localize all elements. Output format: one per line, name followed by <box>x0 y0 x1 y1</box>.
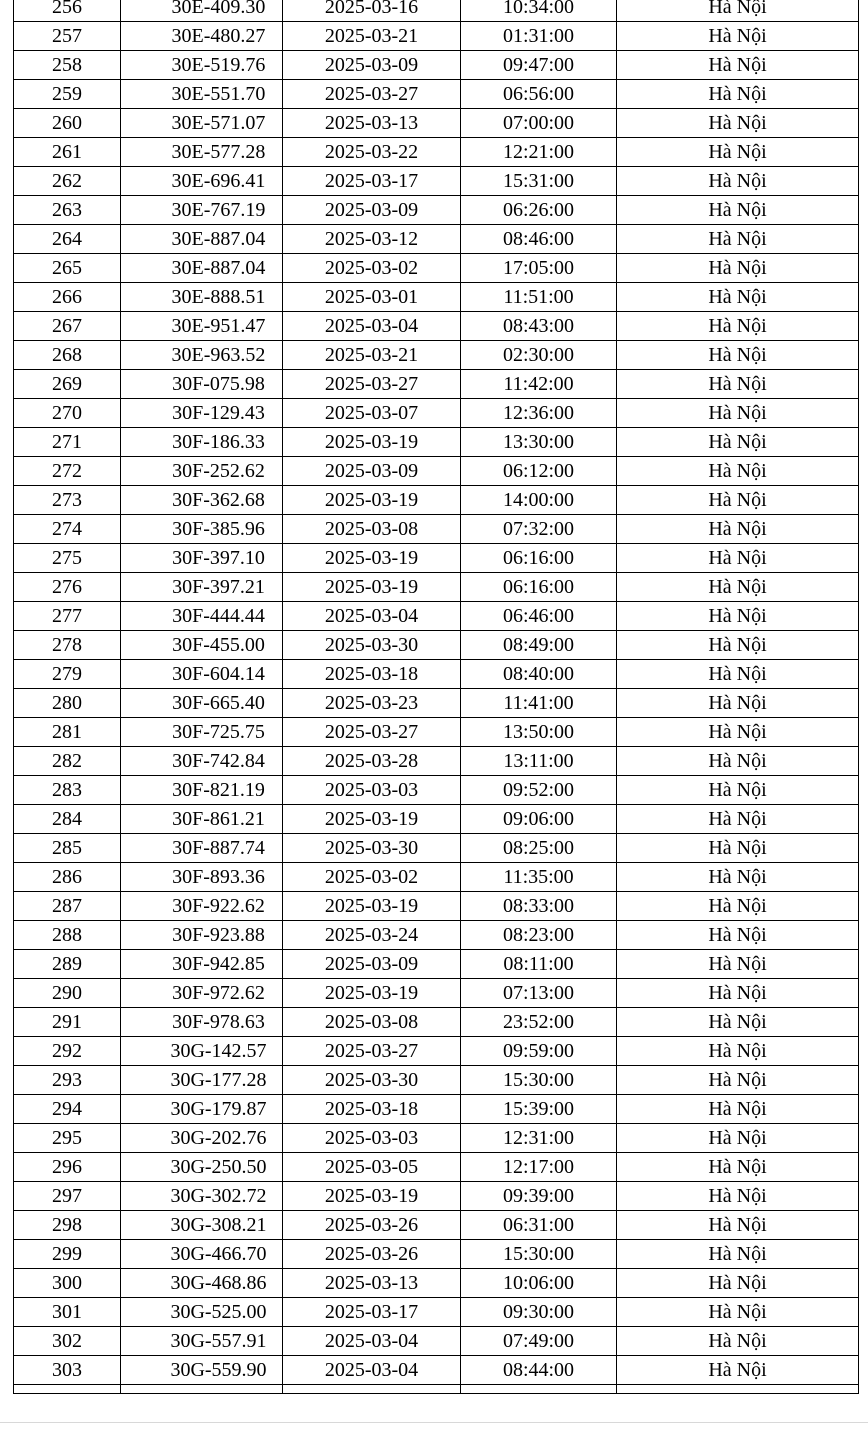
time-cell: 23:52:00 <box>461 1008 617 1037</box>
location-cell: Hà Nội <box>617 312 859 341</box>
date-cell: 2025-03-13 <box>283 109 461 138</box>
time-cell: 08:44:00 <box>461 1356 617 1385</box>
table-row <box>14 1269 859 1298</box>
location-cell: Hà Nội <box>617 1008 859 1037</box>
location-cell: Hà Nội <box>617 0 859 22</box>
row-number-cell: 282 <box>14 747 121 776</box>
plate-cell: 30G-302.72 <box>121 1182 283 1211</box>
location-cell: Hà Nội <box>617 138 859 167</box>
date-cell: 2025-03-18 <box>283 660 461 689</box>
plate-cell: 30F-397.21 <box>121 573 283 602</box>
plate-cell: 30G-559.90 <box>121 1356 283 1385</box>
date-cell: 2025-03-19 <box>283 892 461 921</box>
date-cell: 2025-03-09 <box>283 196 461 225</box>
plate-cell: 30G-557.91 <box>121 1327 283 1356</box>
table-row <box>14 167 859 196</box>
table-row <box>14 573 859 602</box>
date-cell: 2025-03-19 <box>283 1182 461 1211</box>
location-cell: Hà Nội <box>617 457 859 486</box>
date-cell: 2025-03-05 <box>283 1153 461 1182</box>
time-cell: 06:46:00 <box>461 602 617 631</box>
time-cell: 06:31:00 <box>461 1211 617 1240</box>
plate-cell: 30F-742.84 <box>121 747 283 776</box>
location-cell: Hà Nội <box>617 892 859 921</box>
time-cell: 12:31:00 <box>461 1124 617 1153</box>
date-cell: 2025-03-12 <box>283 225 461 254</box>
location-cell: Hà Nội <box>617 660 859 689</box>
row-number-cell: 286 <box>14 863 121 892</box>
plate-cell: 30G-525.00 <box>121 1298 283 1327</box>
location-cell: Hà Nội <box>617 689 859 718</box>
plate-cell: 30E-696.41 <box>121 167 283 196</box>
time-cell: 12:21:00 <box>461 138 617 167</box>
table-row <box>14 80 859 109</box>
row-number-cell: 262 <box>14 167 121 196</box>
row-number-cell: 264 <box>14 225 121 254</box>
row-number-cell: 267 <box>14 312 121 341</box>
table-row <box>14 631 859 660</box>
row-number-cell: 285 <box>14 834 121 863</box>
time-cell: 12:36:00 <box>461 399 617 428</box>
location-cell: Hà Nội <box>617 1327 859 1356</box>
table-row <box>14 1356 859 1385</box>
time-cell: 14:00:00 <box>461 486 617 515</box>
time-cell: 11:41:00 <box>461 689 617 718</box>
time-cell: 08:40:00 <box>461 660 617 689</box>
table-row <box>14 109 859 138</box>
time-cell: 06:12:00 <box>461 457 617 486</box>
plate-cell: 30F-397.10 <box>121 544 283 573</box>
table-row <box>14 1211 859 1240</box>
plate-cell: 30F-665.40 <box>121 689 283 718</box>
plate-cell: 30G-308.21 <box>121 1211 283 1240</box>
row-number-cell: 278 <box>14 631 121 660</box>
row-number-cell: 287 <box>14 892 121 921</box>
date-cell: 2025-03-02 <box>283 863 461 892</box>
location-cell: Hà Nội <box>617 718 859 747</box>
location-cell: Hà Nội <box>617 225 859 254</box>
location-cell: Hà Nội <box>617 1066 859 1095</box>
row-number-cell: 281 <box>14 718 121 747</box>
table-row <box>14 1240 859 1269</box>
date-cell: 2025-03-27 <box>283 80 461 109</box>
date-cell: 2025-03-21 <box>283 22 461 51</box>
location-cell <box>617 1385 859 1394</box>
plate-cell: 30E-551.70 <box>121 80 283 109</box>
plate-cell: 30E-571.07 <box>121 109 283 138</box>
date-cell: 2025-03-04 <box>283 602 461 631</box>
location-cell: Hà Nội <box>617 1153 859 1182</box>
location-cell: Hà Nội <box>617 51 859 80</box>
row-number-cell: 302 <box>14 1327 121 1356</box>
date-cell: 2025-03-24 <box>283 921 461 950</box>
table-row <box>14 921 859 950</box>
time-cell: 01:31:00 <box>461 22 617 51</box>
row-number-cell: 259 <box>14 80 121 109</box>
table-row <box>14 805 859 834</box>
location-cell: Hà Nội <box>617 544 859 573</box>
plate-cell: 30F-186.33 <box>121 428 283 457</box>
date-cell <box>283 1385 461 1394</box>
plate-cell: 30F-444.44 <box>121 602 283 631</box>
location-cell: Hà Nội <box>617 1356 859 1385</box>
time-cell: 06:56:00 <box>461 80 617 109</box>
date-cell: 2025-03-18 <box>283 1095 461 1124</box>
time-cell: 08:11:00 <box>461 950 617 979</box>
row-number-cell: 257 <box>14 22 121 51</box>
time-cell: 15:39:00 <box>461 1095 617 1124</box>
date-cell: 2025-03-19 <box>283 428 461 457</box>
time-cell: 08:33:00 <box>461 892 617 921</box>
row-number-cell: 276 <box>14 573 121 602</box>
location-cell: Hà Nội <box>617 283 859 312</box>
plate-cell: 30F-942.85 <box>121 950 283 979</box>
date-cell: 2025-03-19 <box>283 486 461 515</box>
plate-cell: 30E-519.76 <box>121 51 283 80</box>
table-row <box>14 979 859 1008</box>
row-number-cell: 290 <box>14 979 121 1008</box>
date-cell: 2025-03-30 <box>283 834 461 863</box>
date-cell: 2025-03-16 <box>283 0 461 22</box>
time-cell: 08:23:00 <box>461 921 617 950</box>
table-row <box>14 544 859 573</box>
row-number-cell: 300 <box>14 1269 121 1298</box>
time-cell: 15:31:00 <box>461 167 617 196</box>
table-row <box>14 834 859 863</box>
location-cell: Hà Nội <box>617 863 859 892</box>
table-row <box>14 486 859 515</box>
row-number-cell: 297 <box>14 1182 121 1211</box>
time-cell: 09:06:00 <box>461 805 617 834</box>
table-row <box>14 370 859 399</box>
date-cell: 2025-03-30 <box>283 631 461 660</box>
table-row <box>14 341 859 370</box>
time-cell: 13:30:00 <box>461 428 617 457</box>
location-cell: Hà Nội <box>617 1211 859 1240</box>
plate-cell: 30F-972.62 <box>121 979 283 1008</box>
row-number-cell: 274 <box>14 515 121 544</box>
plate-cell: 30F-893.36 <box>121 863 283 892</box>
location-cell: Hà Nội <box>617 1240 859 1269</box>
table-row <box>14 225 859 254</box>
location-cell: Hà Nội <box>617 167 859 196</box>
plate-cell: 30F-385.96 <box>121 515 283 544</box>
row-number-cell: 293 <box>14 1066 121 1095</box>
plate-cell: 30F-725.75 <box>121 718 283 747</box>
location-cell: Hà Nội <box>617 428 859 457</box>
plate-cell: 30E-409.30 <box>121 0 283 22</box>
table-row <box>14 602 859 631</box>
table-row <box>14 22 859 51</box>
time-cell: 07:00:00 <box>461 109 617 138</box>
row-number-cell: 268 <box>14 341 121 370</box>
table-row <box>14 1095 859 1124</box>
plate-cell: 30E-888.51 <box>121 283 283 312</box>
time-cell: 09:52:00 <box>461 776 617 805</box>
time-cell: 09:47:00 <box>461 51 617 80</box>
location-cell: Hà Nội <box>617 22 859 51</box>
table-row-partial <box>14 1385 859 1394</box>
table-row <box>14 1327 859 1356</box>
date-cell: 2025-03-26 <box>283 1211 461 1240</box>
table-row <box>14 747 859 776</box>
date-cell: 2025-03-28 <box>283 747 461 776</box>
table-row <box>14 428 859 457</box>
time-cell: 09:39:00 <box>461 1182 617 1211</box>
table-row <box>14 51 859 80</box>
date-cell: 2025-03-13 <box>283 1269 461 1298</box>
location-cell: Hà Nội <box>617 515 859 544</box>
location-cell: Hà Nội <box>617 950 859 979</box>
date-cell: 2025-03-21 <box>283 341 461 370</box>
date-cell: 2025-03-04 <box>283 1356 461 1385</box>
plate-cell: 30F-821.19 <box>121 776 283 805</box>
table-row <box>14 399 859 428</box>
date-cell: 2025-03-04 <box>283 1327 461 1356</box>
location-cell: Hà Nội <box>617 1037 859 1066</box>
row-number-cell: 256 <box>14 0 121 22</box>
time-cell: 09:59:00 <box>461 1037 617 1066</box>
location-cell: Hà Nội <box>617 631 859 660</box>
plate-cell: 30E-887.04 <box>121 254 283 283</box>
date-cell: 2025-03-26 <box>283 1240 461 1269</box>
plate-cell: 30F-075.98 <box>121 370 283 399</box>
time-cell: 10:06:00 <box>461 1269 617 1298</box>
table-row <box>14 1124 859 1153</box>
time-cell: 06:16:00 <box>461 544 617 573</box>
row-number-cell: 288 <box>14 921 121 950</box>
table-row <box>14 457 859 486</box>
plate-cell: 30G-179.87 <box>121 1095 283 1124</box>
plate-cell: 30F-455.00 <box>121 631 283 660</box>
date-cell: 2025-03-09 <box>283 950 461 979</box>
time-cell: 11:51:00 <box>461 283 617 312</box>
date-cell: 2025-03-03 <box>283 1124 461 1153</box>
date-cell: 2025-03-03 <box>283 776 461 805</box>
table-row <box>14 863 859 892</box>
date-cell: 2025-03-01 <box>283 283 461 312</box>
row-number-cell <box>14 1385 121 1394</box>
plate-cell: 30G-468.86 <box>121 1269 283 1298</box>
plate-cell: 30F-861.21 <box>121 805 283 834</box>
date-cell: 2025-03-22 <box>283 138 461 167</box>
location-cell: Hà Nội <box>617 921 859 950</box>
row-number-cell: 272 <box>14 457 121 486</box>
row-number-cell: 263 <box>14 196 121 225</box>
row-number-cell: 303 <box>14 1356 121 1385</box>
plate-cell: 30F-252.62 <box>121 457 283 486</box>
time-cell: 07:32:00 <box>461 515 617 544</box>
time-cell: 11:35:00 <box>461 863 617 892</box>
time-cell: 02:30:00 <box>461 341 617 370</box>
table-row <box>14 283 859 312</box>
table-row <box>14 689 859 718</box>
table-row <box>14 515 859 544</box>
date-cell: 2025-03-19 <box>283 544 461 573</box>
date-cell: 2025-03-23 <box>283 689 461 718</box>
time-cell: 17:05:00 <box>461 254 617 283</box>
plate-cell: 30G-250.50 <box>121 1153 283 1182</box>
time-cell: 12:17:00 <box>461 1153 617 1182</box>
location-cell: Hà Nội <box>617 399 859 428</box>
time-cell: 13:11:00 <box>461 747 617 776</box>
table-row <box>14 776 859 805</box>
date-cell: 2025-03-04 <box>283 312 461 341</box>
row-number-cell: 279 <box>14 660 121 689</box>
location-cell: Hà Nội <box>617 486 859 515</box>
location-cell: Hà Nội <box>617 602 859 631</box>
time-cell: 09:30:00 <box>461 1298 617 1327</box>
location-cell: Hà Nội <box>617 573 859 602</box>
violation-table <box>13 0 859 1394</box>
row-number-cell: 296 <box>14 1153 121 1182</box>
row-number-cell: 270 <box>14 399 121 428</box>
location-cell: Hà Nội <box>617 747 859 776</box>
location-cell: Hà Nội <box>617 370 859 399</box>
time-cell: 08:49:00 <box>461 631 617 660</box>
time-cell: 15:30:00 <box>461 1066 617 1095</box>
plate-cell: 30E-887.04 <box>121 225 283 254</box>
row-number-cell: 283 <box>14 776 121 805</box>
date-cell: 2025-03-07 <box>283 399 461 428</box>
date-cell: 2025-03-19 <box>283 573 461 602</box>
row-number-cell: 289 <box>14 950 121 979</box>
date-cell: 2025-03-17 <box>283 167 461 196</box>
row-number-cell: 260 <box>14 109 121 138</box>
time-cell: 15:30:00 <box>461 1240 617 1269</box>
table-row <box>14 0 859 22</box>
row-number-cell: 298 <box>14 1211 121 1240</box>
plate-cell: 30G-142.57 <box>121 1037 283 1066</box>
row-number-cell: 280 <box>14 689 121 718</box>
time-cell: 07:13:00 <box>461 979 617 1008</box>
date-cell: 2025-03-08 <box>283 515 461 544</box>
location-cell: Hà Nội <box>617 979 859 1008</box>
table-row <box>14 950 859 979</box>
date-cell: 2025-03-09 <box>283 51 461 80</box>
table-row <box>14 1037 859 1066</box>
plate-cell: 30G-466.70 <box>121 1240 283 1269</box>
row-number-cell: 301 <box>14 1298 121 1327</box>
location-cell: Hà Nội <box>617 1095 859 1124</box>
date-cell: 2025-03-17 <box>283 1298 461 1327</box>
row-number-cell: 295 <box>14 1124 121 1153</box>
date-cell: 2025-03-27 <box>283 718 461 747</box>
table-row <box>14 892 859 921</box>
location-cell: Hà Nội <box>617 254 859 283</box>
table-row <box>14 1008 859 1037</box>
plate-cell: 30E-767.19 <box>121 196 283 225</box>
table-row <box>14 196 859 225</box>
location-cell: Hà Nội <box>617 109 859 138</box>
date-cell: 2025-03-02 <box>283 254 461 283</box>
row-number-cell: 294 <box>14 1095 121 1124</box>
table-row <box>14 312 859 341</box>
row-number-cell: 292 <box>14 1037 121 1066</box>
location-cell: Hà Nội <box>617 1298 859 1327</box>
row-number-cell: 299 <box>14 1240 121 1269</box>
location-cell: Hà Nội <box>617 1269 859 1298</box>
date-cell: 2025-03-19 <box>283 979 461 1008</box>
plate-cell: 30G-177.28 <box>121 1066 283 1095</box>
location-cell: Hà Nội <box>617 196 859 225</box>
plate-cell: 30G-202.76 <box>121 1124 283 1153</box>
plate-cell: 30E-480.27 <box>121 22 283 51</box>
table-row <box>14 1182 859 1211</box>
time-cell: 11:42:00 <box>461 370 617 399</box>
plate-cell: 30E-577.28 <box>121 138 283 167</box>
location-cell: Hà Nội <box>617 1182 859 1211</box>
plate-cell: 30F-362.68 <box>121 486 283 515</box>
row-number-cell: 261 <box>14 138 121 167</box>
location-cell: Hà Nội <box>617 341 859 370</box>
date-cell: 2025-03-30 <box>283 1066 461 1095</box>
row-number-cell: 265 <box>14 254 121 283</box>
row-number-cell: 266 <box>14 283 121 312</box>
date-cell: 2025-03-08 <box>283 1008 461 1037</box>
table-row <box>14 138 859 167</box>
location-cell: Hà Nội <box>617 1124 859 1153</box>
plate-cell: 30F-978.63 <box>121 1008 283 1037</box>
row-number-cell: 284 <box>14 805 121 834</box>
plate-cell: 30F-887.74 <box>121 834 283 863</box>
location-cell: Hà Nội <box>617 80 859 109</box>
location-cell: Hà Nội <box>617 805 859 834</box>
time-cell: 10:34:00 <box>461 0 617 22</box>
plate-cell: 30F-922.62 <box>121 892 283 921</box>
plate-cell: 30F-129.43 <box>121 399 283 428</box>
time-cell <box>461 1385 617 1394</box>
plate-cell <box>121 1385 283 1394</box>
plate-cell: 30E-951.47 <box>121 312 283 341</box>
table-body <box>14 0 859 1394</box>
table-row <box>14 660 859 689</box>
table-row <box>14 718 859 747</box>
row-number-cell: 273 <box>14 486 121 515</box>
table-row <box>14 1066 859 1095</box>
row-number-cell: 291 <box>14 1008 121 1037</box>
row-number-cell: 258 <box>14 51 121 80</box>
location-cell: Hà Nội <box>617 834 859 863</box>
date-cell: 2025-03-27 <box>283 370 461 399</box>
time-cell: 08:43:00 <box>461 312 617 341</box>
time-cell: 07:49:00 <box>461 1327 617 1356</box>
row-number-cell: 275 <box>14 544 121 573</box>
table-row <box>14 1153 859 1182</box>
date-cell: 2025-03-19 <box>283 805 461 834</box>
location-cell: Hà Nội <box>617 776 859 805</box>
plate-cell: 30E-963.52 <box>121 341 283 370</box>
time-cell: 13:50:00 <box>461 718 617 747</box>
row-number-cell: 269 <box>14 370 121 399</box>
date-cell: 2025-03-27 <box>283 1037 461 1066</box>
time-cell: 08:25:00 <box>461 834 617 863</box>
row-number-cell: 271 <box>14 428 121 457</box>
plate-cell: 30F-923.88 <box>121 921 283 950</box>
time-cell: 06:26:00 <box>461 196 617 225</box>
time-cell: 06:16:00 <box>461 573 617 602</box>
table-row <box>14 254 859 283</box>
plate-cell: 30F-604.14 <box>121 660 283 689</box>
table-row <box>14 1298 859 1327</box>
row-number-cell: 277 <box>14 602 121 631</box>
time-cell: 08:46:00 <box>461 225 617 254</box>
date-cell: 2025-03-09 <box>283 457 461 486</box>
